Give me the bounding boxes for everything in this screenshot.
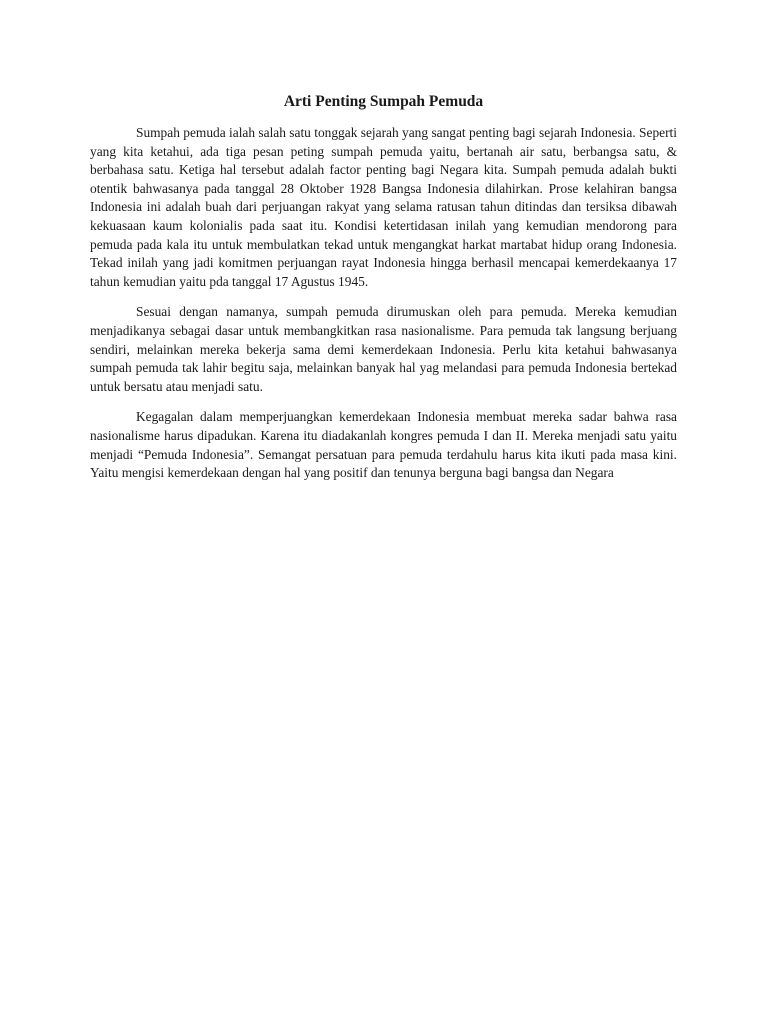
paragraph-1: Sumpah pemuda ialah salah satu tonggak sejarah yang sangat penting bagi sejarah Indonesia. Seperti yang kita ketahui, ada tiga pesan peting sumpah pemuda yaitu, bertanah air satu, berbangsa satu, & berbahasa satu. Ketiga hal tersebut adalah factor penting bagi Negara kita. Sumpah pemuda adalah bukti otentik bahwasanya pada tanggal 28 Oktober 1928 Bangsa Indonesia dilahirkan. Prose kelahiran bangsa Indonesia ini adalah buah dari perjuangan rakyat yang selama ratusan tahun ditindas dan tersiksa dibawah kekuasaan kaum kolonialis pada saat itu. Kondisi ketertidasan inilah yang kemudian mendorong para pemuda pada kala itu untuk membulatkan tekad untuk mengangkat harkat martabat hidup orang Indonesia. Tekad inilah yang jadi komitmen perjuangan rayat Indonesia hingga berhasil mencapai kemerdekaanya 17 tahun kemudian yaitu pda tanggal 17 Agustus 1945. bbox=[90, 125, 677, 289]
paragraph-3: Kegagalan dalam memperjuangkan kemerdekaan Indonesia membuat mereka sadar bahwa rasa nasionalisme harus dipadukan. Karena itu diadakanlah kongres pemuda I dan II. Mereka menjadi satu yaitu menjadi “Pemuda Indonesia”. Semangat persatuan para pemuda terdahulu harus kita ikuti pada masa kini. Yaitu mengisi kemerdekaan dengan hal yang positif dan tenunya berguna bagi bangsa dan Negara bbox=[90, 409, 677, 481]
paragraph-2: Sesuai dengan namanya, sumpah pemuda dirumuskan oleh para pemuda. Mereka kemudian menjadikanya sebagai dasar untuk membangkitkan rasa nasionalisme. Para pemuda tak langsung berjuang sendiri, melainkan mereka bekerja sama demi kemerdekaan Indonesia. Perlu kita ketahui bahwasanya sumpah pemuda tak lahir begitu saja, melainkan banyak hal yag melandasi para pemuda Indonesia bertekad untuk bersatu atau menjadi satu. bbox=[90, 304, 677, 394]
document-title: Arti Penting Sumpah Pemuda bbox=[283, 93, 484, 110]
document-page bbox=[90, 92, 677, 495]
